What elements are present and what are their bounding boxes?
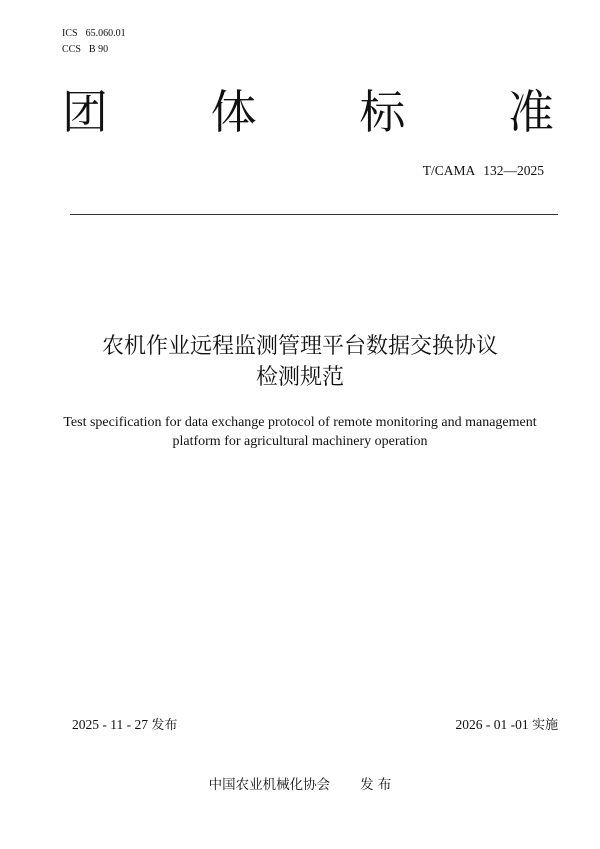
ccs-code (62, 42, 108, 57)
document-type-title (62, 82, 554, 142)
title-char: 体 (210, 85, 257, 139)
standard-code: 132—2025 (483, 163, 544, 178)
implementation-date-value: 2026 - 01 -01 (455, 717, 529, 732)
publisher (0, 776, 600, 794)
title-char: 团 (62, 85, 108, 139)
english-title-line-1: Test specification for data exchange protocol of remote monitoring and management (63, 415, 537, 430)
ics-code (62, 26, 126, 41)
title-char: 标 (359, 85, 406, 139)
issue-date-value: 2025 - 11 - 27 (72, 717, 148, 732)
implementation-date (455, 716, 558, 735)
title-char: 准 (507, 85, 554, 139)
chinese-title-line-1: 农机作业远程监测管理平台数据交换协议 (101, 334, 498, 359)
issue-date (72, 716, 177, 735)
implementation-label: 实施 (531, 718, 558, 733)
standard-prefix: T/CAMA (422, 163, 476, 178)
ccs-label: CCS (62, 44, 81, 55)
ccs-value: B 90 (88, 44, 109, 55)
publisher-action: 发 布 (360, 777, 392, 793)
header-divider (70, 214, 558, 215)
publisher-name: 中国农业机械化协会 (208, 777, 331, 793)
english-title-line-2: platform for agricultural machinery operation (172, 434, 428, 449)
ics-label: ICS (62, 28, 78, 39)
issue-label: 发布 (151, 718, 178, 733)
ics-value: 65.060.01 (85, 28, 126, 39)
standard-number (423, 162, 544, 180)
chinese-title-line-2: 检测规范 (255, 365, 344, 390)
